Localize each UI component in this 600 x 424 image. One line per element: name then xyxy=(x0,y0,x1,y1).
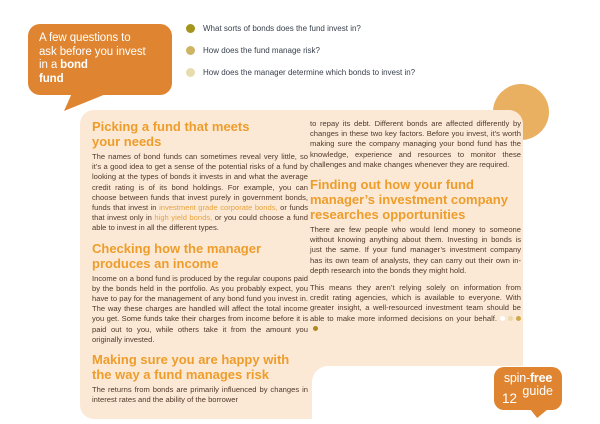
bullet-dot-icon xyxy=(186,46,195,55)
body-paragraph: The names of bond funds can sometimes reveal very little, so it’s a good idea to get a sense of the potential risks of a fund by looking at the types of bonds it invests in and what the average credit rating is of its bond holdings. For example, you can choose between funds that invest purely in government bonds, funds that invest in investment grade corporate bonds, or funds that invest only in high yield bonds, or you could choose a fund able to invest in all the different types. xyxy=(92,152,308,233)
title-bold-word: bond xyxy=(60,59,88,71)
page-number: 12 xyxy=(502,391,518,406)
question-item xyxy=(186,46,415,55)
title-speech-bubble xyxy=(28,24,172,95)
title-line-3: in a bond xyxy=(39,59,88,71)
question-item xyxy=(186,68,415,77)
title-line-4: fund xyxy=(39,72,64,85)
section-heading-managing-risk: Making sure you are happy with the way a fund manages risk xyxy=(92,352,290,383)
body-paragraph: Income on a bond fund is produced by the regular coupons paid by the bonds held in the portfolio. As you probably expect, you have to pay for the management of any bond fund you invest in. The way these charges are handled will affect the total income you get. Some funds take their charges from income before it is paid out to you, while others take it from the amount you originally invested. xyxy=(92,273,308,344)
question-label: How does the manager determine which bonds to invest in? xyxy=(203,68,416,77)
bullet-dot-icon xyxy=(186,68,195,77)
questions-list xyxy=(186,24,415,77)
link-high-yield-bonds[interactable]: high yield bonds, xyxy=(154,213,213,223)
section-heading-research: Finding out how your fund manager’s investment company researches opportunities xyxy=(310,177,508,223)
body-paragraph: There are few people who would lend money to someone without knowing anything about them. Investing in bonds is just the same. If your fund manager’s investment company has its own team of analysts, they can carry out their own in-depth research into the bonds they might hold. xyxy=(310,225,521,275)
logo-text-line1: spin-free xyxy=(503,371,553,385)
title-line-2: ask before you invest xyxy=(39,45,146,58)
end-marker-dot xyxy=(500,316,505,321)
section-heading-checking-income: Checking how the manager produces an income xyxy=(92,240,262,271)
bullet-dot-icon xyxy=(186,24,195,33)
question-label: How does the fund manage risk? xyxy=(203,46,320,55)
end-marker-dot xyxy=(508,316,513,321)
spinfree-guide-logo xyxy=(494,367,562,410)
body-paragraph: This means they aren’t relying solely on information from credit rating agencies, which is available to everyone. With greater insight, a well-resourced investment team should be able to make more informed decisions on your behalf. xyxy=(310,283,521,334)
end-marker-dot xyxy=(516,316,521,321)
speech-bubble-tail xyxy=(64,94,106,111)
body-paragraph: The returns from bonds are primarily influenced by changes in interest rates and the ability of the borrower xyxy=(92,385,308,405)
link-investment-grade-corporate-bonds[interactable]: investment grade corporate bonds, xyxy=(159,203,278,213)
left-column xyxy=(92,119,308,412)
question-label: What sorts of bonds does the fund invest in? xyxy=(203,24,361,33)
question-item xyxy=(186,24,415,33)
logo-text-line2: guide xyxy=(522,384,553,398)
section-heading-picking-a-fund: Picking a fund that meets your needs xyxy=(92,119,250,149)
end-marker-dot xyxy=(313,326,318,331)
title-line-1: A few questions to xyxy=(39,32,131,44)
right-column xyxy=(310,119,521,341)
continuation-paragraph: to repay its debt. Different bonds are affected differently by changes in these two key factors. Before you invest, it’s worth making sure the company managing your bond fund has the knowledge, experience and resources to monitor these challenges and make changes whenever they are required. xyxy=(310,119,521,169)
